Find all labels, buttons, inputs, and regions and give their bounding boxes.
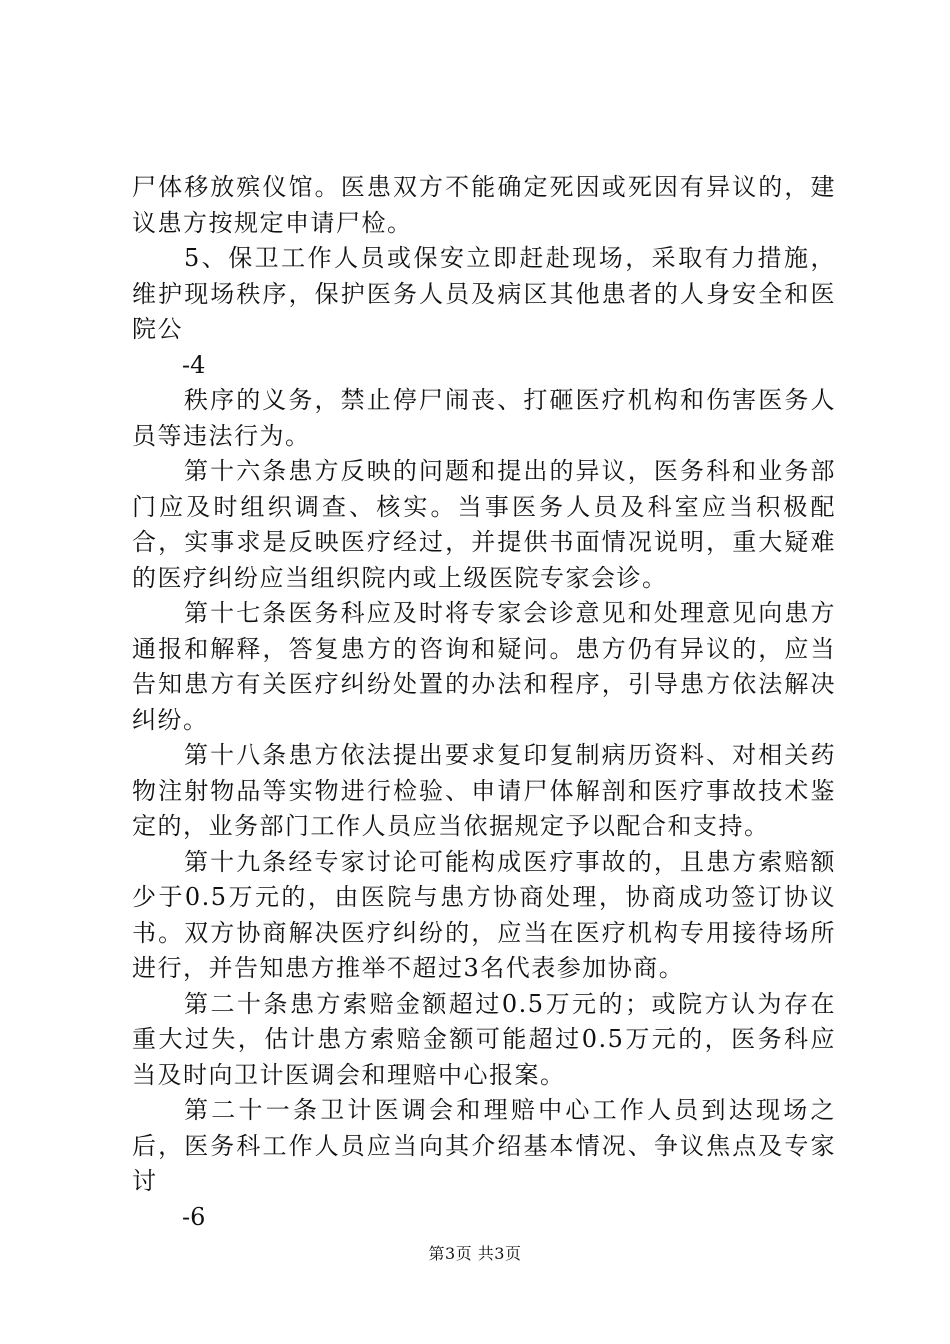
paragraph-article-21: 第二十一条卫计医调会和理赔中心工作人员到达现场之后，医务科工作人员应当向其介绍基本情况、争议焦点及专家讨 [132,1096,836,1195]
document-body [132,170,836,1235]
paragraph-article-17: 第十七条医务科应及时将专家会诊意见和处理意见向患方通报和解释，答复患方的咨询和疑问。患方仍有异议的，应当告知患方有关医疗纠纷处置的办法和程序，引导患方依法解决纠纷。 [132,599,836,734]
paragraph-2: 5、保卫工作人员或保安立即赶赴现场，采取有力措施，维护现场秩序，保护医务人员及病区其他患者的人身安全和医院公 [132,244,836,343]
inline-page-number-4: -4 [182,350,206,379]
paragraph-3: 秩序的义务，禁止停尸闹丧、打砸医疗机构和伤害医务人员等违法行为。 [132,386,836,450]
paragraph-article-18: 第十八条患方依法提出要求复印复制病历资料、对相关药物注射物品等实物进行检验、申请尸体解剖和医疗事故技术鉴定的，业务部门工作人员应当依据规定予以配合和支持。 [132,741,836,840]
inline-page-number-6: -6 [182,1202,206,1231]
paragraph-1: 尸体移放殡仪馆。医患双方不能确定死因或死因有异议的，建议患方按规定申请尸检。 [132,173,836,237]
paragraph-article-19: 第十九条经专家讨论可能构成医疗事故的，且患方索赔额少于0.5万元的，由医院与患方协商处理，协商成功签订协议书。双方协商解决医疗纠纷的，应当在医疗机构专用接待场所进行，并告知患方推举不超过3名代表参加协商。 [132,847,836,982]
paragraph-article-20: 第二十条患方索赔金额超过0.5万元的；或院方认为存在重大过失，估计患方索赔金额可能超过0.5万元的，医务科应当及时向卫计医调会和理赔中心报案。 [132,989,836,1089]
page-footer: 第3页 共3页 [428,1244,522,1263]
paragraph-article-16: 第十六条患方反映的问题和提出的异议，医务科和业务部门应及时组织调查、核实。当事医务人员及科室应当积极配合，实事求是反映医疗经过，并提供书面情况说明，重大疑难的医疗纠纷应当组织院内或上级医院专家会诊。 [132,457,836,592]
